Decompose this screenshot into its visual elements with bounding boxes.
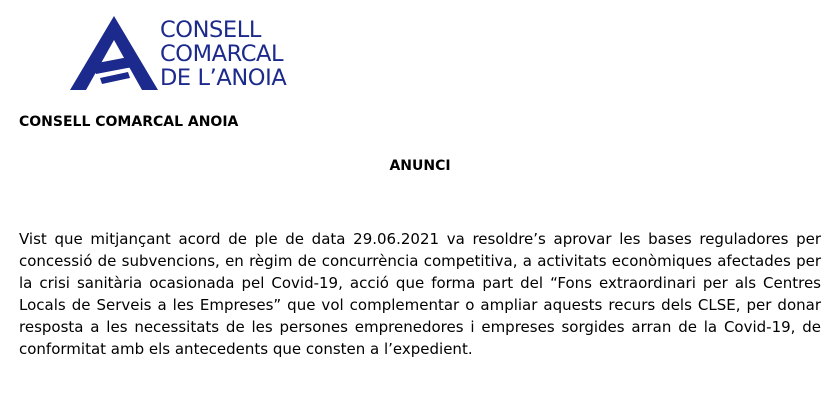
logo: [70, 14, 290, 94]
organization-heading: CONSELL COMARCAL ANOIA: [19, 114, 239, 130]
logo-wordmark: [160, 18, 286, 90]
logo-line-3: DE L’ANOIA: [160, 65, 287, 91]
logo-line-2: COMARCAL: [160, 41, 284, 67]
document-title: ANUNCI: [389, 158, 451, 174]
logo-line-1: CONSELL: [160, 17, 262, 43]
announcement-paragraph: Vist que mitjançant acord de ple de data 29.06.2021 va resoldre’s aprovar les bases reguladores per concessió de subvencions, en règim de concurrència competitiva, a activitats econòmiques afectades per la crisi sanitària ocasionada pel Covid-19, acció que forma part del “Fons extraordinari per als Centres Locals de Serveis a les Empreses” que vol complementar o ampliar aquests recurs dels CLSE, per donar resposta a les necessitats de les persones emprenedores i empreses sorgides arran de la Covid-19, de conformitat amb els antecedents que consten a l’expedient.: [19, 230, 821, 358]
consell-comarcal-logo-icon: [70, 14, 158, 92]
